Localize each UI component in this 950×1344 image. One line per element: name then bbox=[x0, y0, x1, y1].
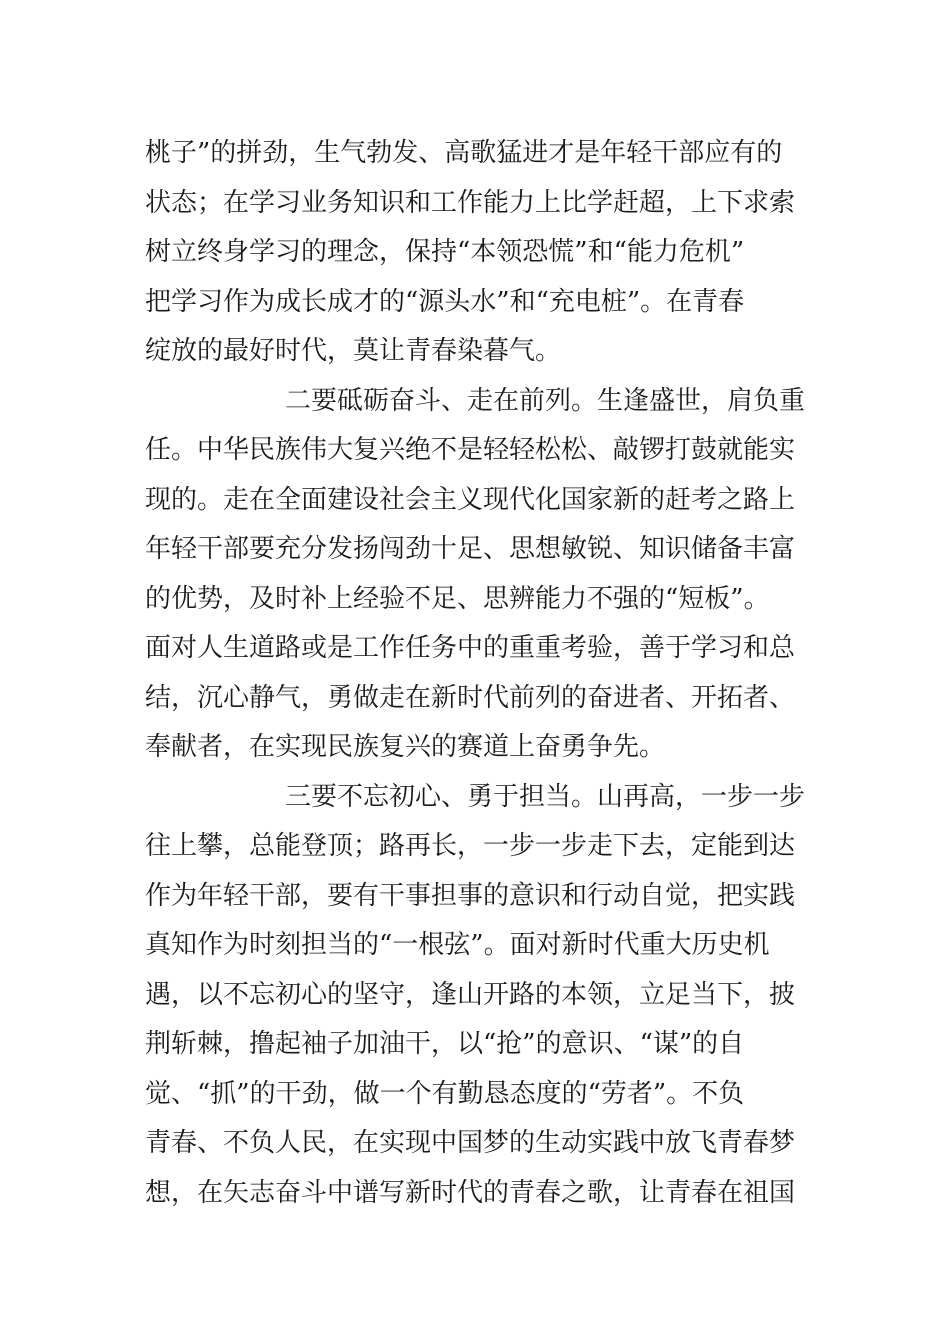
text-line: 荆斩棘，撸起袖子加油干，以“抢”的意识、“谋”的自 bbox=[145, 1029, 745, 1059]
text-line: 桃子”的拼劲，生气勃发、高歌猛进才是年轻干部应有的 bbox=[145, 138, 783, 168]
text-line: 的优势，及时补上经验不足、思辨能力不强的“短板”。 bbox=[145, 583, 770, 614]
text-line: 青春、不负人民，在实现中国梦的生动实践中放飞青春梦 bbox=[145, 1128, 796, 1158]
text-line: 作为年轻干部，要有干事担事的意识和行动自觉，把实践 bbox=[145, 880, 796, 911]
text-line: 绽放的最好时代，莫让青春染暮气。 bbox=[145, 336, 562, 366]
text-line: 想，在矢志奋斗中谱写新时代的青春之歌，让青春在祖国 bbox=[145, 1177, 796, 1208]
text-line: 真知作为时刻担当的“一根弦”。面对新时代重大历史机 bbox=[145, 930, 770, 960]
text-line: 奉献者，在实现民族复兴的赛道上奋勇争先。 bbox=[145, 732, 666, 762]
text-line: 遇，以不忘初心的坚守，逢山开路的本领，立足当下，披 bbox=[145, 979, 796, 1010]
text-line: 往上攀，总能登顶；路再长，一步一步走下去，定能到达 bbox=[145, 831, 796, 861]
paragraph-3-first-line: 三要不忘初心、勇于担当。山再高，一步一步 bbox=[285, 781, 806, 812]
text-line: 面对人生道路或是工作任务中的重重考验，善于学习和总 bbox=[145, 633, 796, 663]
text-line: 现的。走在全面建设社会主义现代化国家新的赶考之路上 bbox=[145, 484, 796, 515]
text-line: 把学习作为成长成才的“源头水”和“充电桩”。在青春 bbox=[145, 286, 745, 317]
text-line: 结，沉心静气，勇做走在新时代前列的奋进者、开拓者、 bbox=[145, 682, 796, 713]
text-line: 树立终身学习的理念，保持“本领恐慌”和“能力危机” bbox=[145, 237, 745, 267]
body-text bbox=[145, 129, 815, 1218]
text-line: 觉、“抓”的干劲，做一个有勤恳态度的“劳者”。不负 bbox=[145, 1078, 745, 1109]
text-line: 任。中华民族伟大复兴绝不是轻轻松松、敲锣打鼓就能实 bbox=[145, 435, 796, 465]
paragraph-2-first-line: 二要砥砺奋斗、走在前列。生逢盛世，肩负重 bbox=[285, 385, 806, 416]
text-line: 年轻干部要充分发扬闯劲十足、思想敏锐、知识储备丰富 bbox=[145, 534, 796, 564]
text-line: 状态；在学习业务知识和工作能力上比学赶超，上下求索 bbox=[145, 187, 796, 218]
